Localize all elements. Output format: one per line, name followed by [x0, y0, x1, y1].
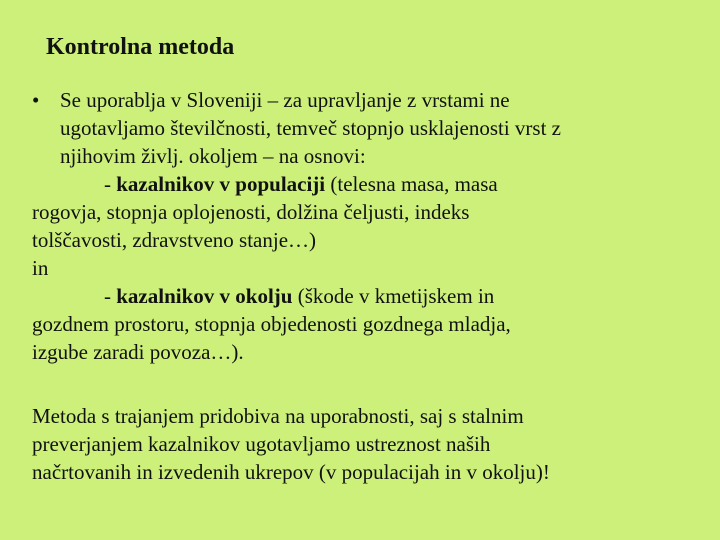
indicator-environment-line: gozdnem prostoru, stopnja objedenosti gozdnega mladja, [32, 312, 511, 336]
closing-line: Metoda s trajanjem pridobiva na uporabnosti, saj s stalnim [32, 404, 524, 428]
bullet-paragraph [32, 86, 712, 170]
indicator-population-label: kazalnikov v populaciji [116, 172, 326, 196]
closing-paragraph [32, 402, 712, 486]
indicator-environment-first-line [32, 282, 712, 310]
indicator-environment-label: kazalnikov v okolju [116, 284, 293, 308]
connector-text: in [32, 256, 49, 280]
indicator-population-first-line [32, 170, 712, 198]
indicator-environment [32, 282, 712, 366]
indicator-population-line: tolščavosti, zdravstveno stanje…) [32, 228, 317, 252]
bullet-line: Se uporablja v Sloveniji – za upravljanje z vrstami ne [60, 88, 510, 112]
indicator-population [32, 170, 712, 254]
slide-title: Kontrolna metoda [46, 34, 235, 60]
indicator-prefix: - [104, 284, 117, 308]
bullet-line: ugotavljamo številčnosti, temveč stopnjo usklajenosti vrst z [60, 116, 562, 140]
paragraph-spacer [32, 366, 712, 394]
indicator-population-detail: (telesna masa, masa [325, 172, 498, 196]
bullet-dot-icon: • [32, 88, 40, 112]
closing-line: načrtovanih in izvedenih ukrepov (v populacijah in v okolju)! [32, 460, 550, 484]
indicator-environment-line: izgube zaradi povoza…). [32, 340, 244, 364]
slide-body [32, 86, 712, 486]
closing-line: preverjanjem kazalnikov ugotavljamo ustreznost naših [32, 432, 491, 456]
indicator-population-line: rogovja, stopnja oplojenosti, dolžina čeljusti, indeks [32, 200, 470, 224]
indicator-environment-detail: (škode v kmetijskem in [292, 284, 495, 308]
indicator-prefix: - [104, 172, 117, 196]
bullet-line: njihovim življ. okoljem – na osnovi: [60, 144, 366, 168]
